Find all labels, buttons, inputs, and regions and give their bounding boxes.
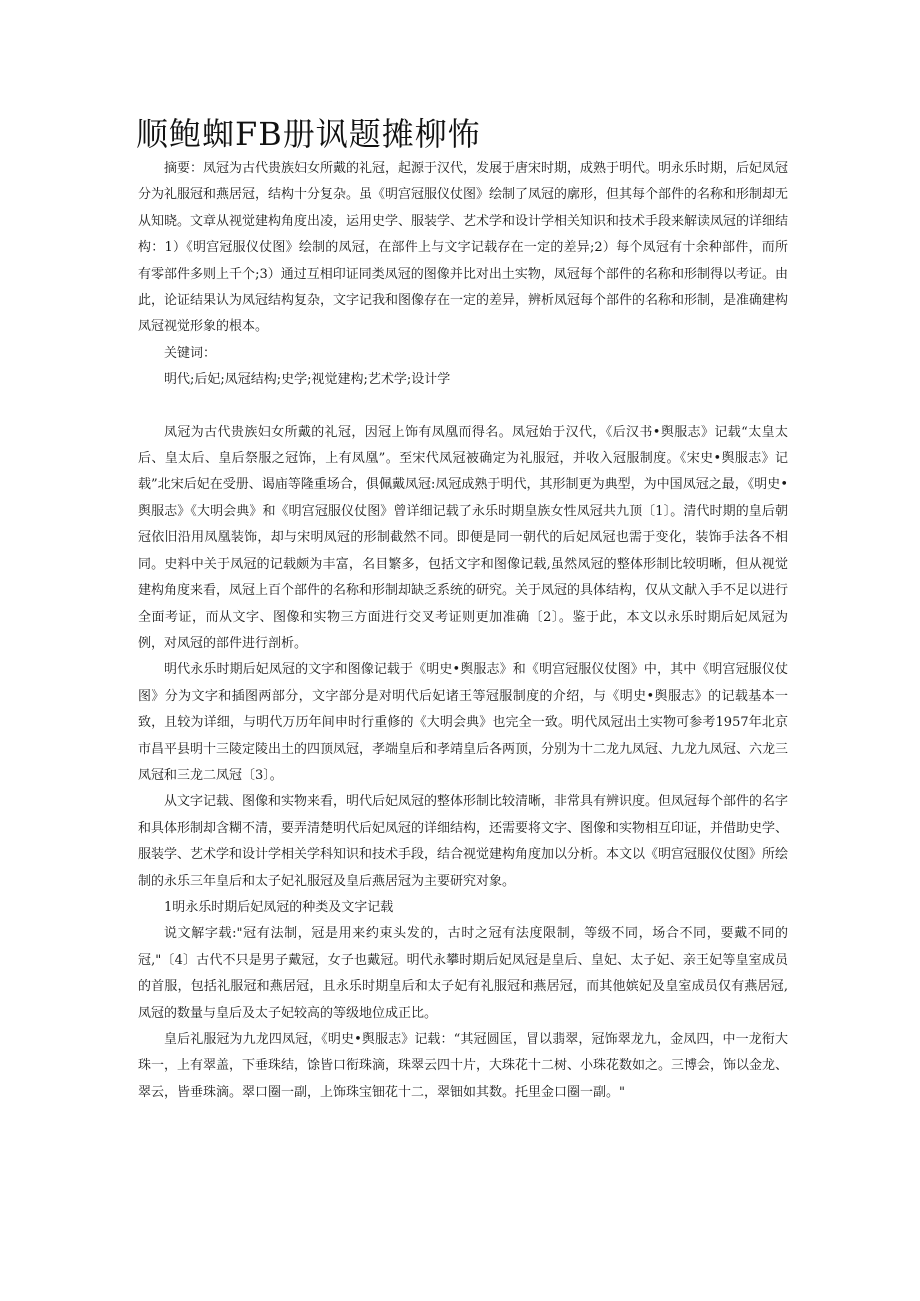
section-gap — [138, 394, 788, 420]
body-paragraph: 皇后礼服冠为九龙四凤冠，《明史•舆服志》记载：“其冠圆匡，冒以翡翠，冠饰翠龙九，金凤四，中一龙衔大珠一，上有翠盖，下垂珠结，馀皆口衔珠滴，珠翠云四十片，大珠花十二树、小珠花数如之。三博会，饰以金龙、翠云，皆垂珠滴。翠口圈一副，上饰珠宝钿花十二，翠钿如其数。托里金口圈一副。" — [138, 1032, 789, 1100]
keywords-list: 明代;后妃;凤冠结构;史学;视觉建构;艺术学;设计学 — [164, 372, 451, 388]
paper-title: 顺鲍蜘FB册讽题摊柳怖 — [136, 115, 481, 153]
body-paragraph: 明代永乐时期后妃凤冠的文字和图像记载于《明史•舆服志》和《明宫冠服仪仗图》中，其中《明宫冠服仪仗图》分为文字和插图两部分，文字部分是对明代后妃诸王等冠服制度的介绍，与《明史•舆服志》的记载基本一致，且较为详细，与明代万历年间申时行重修的《大明会典》也完全一致。明代凤冠出土实物可参考1957年北京市昌平县明十三陵定陵出土的四顶凤冠，孝端皇后和孝靖皇后各两顶，分别为十二龙九凤冠、九龙九凤冠、六龙三凤冠和三龙二凤冠〔3〕。 — [138, 662, 789, 783]
body-paragraph: 凤冠为古代贵族妇女所戴的礼冠，因冠上饰有凤凰而得名。凤冠始于汉代，《后汉书•舆服志》记载“太皇太后、皇太后、皇后祭服之冠饰，上有凤凰”。至宋代凤冠被确定为礼服冠，并收入冠服制度。《宋史•舆服志》记载”北宋后妃在受册、谒庙等隆重场合，俱佩戴凤冠:凤冠成熟于明代，其形制更为典型，为中国凤冠之最，《明史•舆服志》《大明会典》和《明宫冠服仪仗图》曾详细记载了永乐时期皇族女性凤冠共九顶〔1〕。清代时期的皇后朝冠依旧沿用凤凰装饰，却与宋明凤冠的形制截然不同。即便是同一朝代的后妃凤冠也需于变化，装饰手法各不相同。史料中关于凤冠的记载颇为丰富，名目繁多，包括文字和图像记载,虽然凤冠的整体形制比较明晰，但从视觉建构角度来看，凤冠上百个部件的名称和形制却缺乏系统的研究。关于凤冠的具体结构，仅从文献入手不足以进行全面考证，而从文字、图像和实物三方面进行交叉考证则更加准确〔2〕。鉴于此，本文以永乐时期后妃凤冠为例，对凤冠的部件进行剖析。 — [138, 424, 789, 651]
paper-body — [138, 156, 788, 1106]
abstract: 摘要：凤冠为古代贵族妇女所戴的礼冠，起源于汉代，发展于唐宋时期，成熟于明代。明永乐时期，后妃凤冠分为礼服冠和燕居冠，结构十分复杂。虽《明宫冠服仪仗图》绘制了凤冠的廓形，但其每个部件的名称和形制却无从知晓。文章从视觉建构角度出凌，运用史学、服装学、艺术学和设计学相关知识和技术手段来解读凤冠的详细结构：1）《明宫冠服仪仗图》绘制的凤冠，在部件上与文字记载存在一定的差异;2）每个凤冠有十余种部件，而所有零部件多则上千个;3）通过互相印证同类凤冠的图像并比对出土实物，凤冠每个部件的名称和形制得以考证。由此，论证结果认为凤冠结构复杂，文字记我和图像存在一定的差异，辨析凤冠每个部件的名称和形制，是准确建构凤冠视觉形象的根本。 — [138, 161, 789, 335]
body-paragraph: 说文解字载:"冠有法制，冠是用来约束头发的，古时之冠有法度限制，等级不同，场合不同，要戴不同的冠,"〔4〕古代不只是男子戴冠，女子也戴冠。明代永攀时期后妃凤冠是皇后、皇妃、太子妃、亲王妃等皇室成员的首服，包括礼服冠和燕居冠，且永乐时期皇后和太子妃有礼服冠和燕居冠，而其他嫔妃及皇室成员仅有燕居冠,凤冠的数量与皇后及太子妃较高的等级地位成正比。 — [138, 926, 788, 1021]
section-heading: 1明永乐时期后妃凤冠的种类及文字记载 — [164, 899, 394, 915]
keywords-label: 关键词： — [164, 345, 217, 361]
body-paragraph: 从文字记载、图像和实物来看，明代后妃凤冠的整体形制比较清晰，非常具有辨识度。但凤冠每个部件的名字和具体形制却含糊不清，要弄清楚明代后妃凤冠的详细结构，还需要将文字、图像和实物相互印证，并借助史学、服装学、艺术学和设计学相关学科知识和技术手段，结合视觉建构角度加以分析。本文以《明宫冠服仪仗图》所绘制的永乐三年皇后和太子妃礼服冠及皇后燕居冠为主要研究对象。 — [138, 794, 789, 889]
